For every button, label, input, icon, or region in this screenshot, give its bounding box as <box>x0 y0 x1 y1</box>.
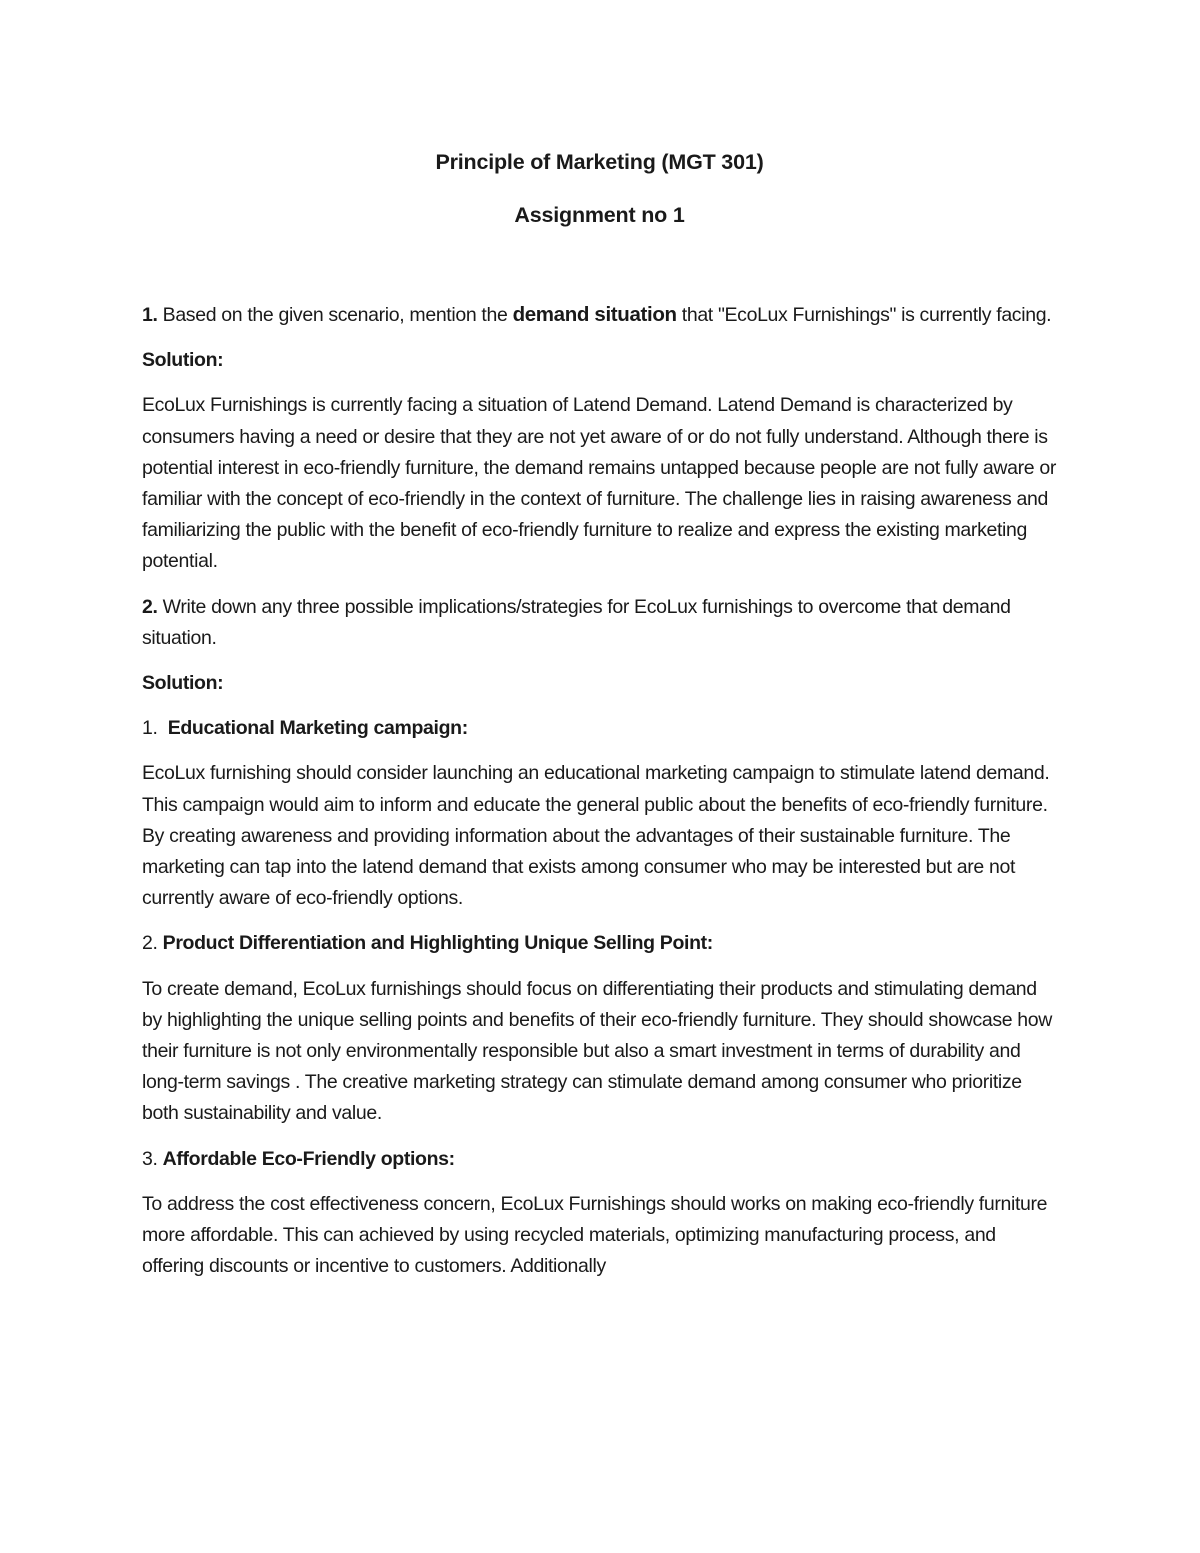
question-1-text-after: that "EcoLux Furnishings" is currently facing. <box>681 304 1052 326</box>
strategy-1-title: Educational Marketing campaign: <box>167 717 468 740</box>
document-content <box>142 140 1057 1296</box>
document-subtitle: Assignment no 1 <box>514 203 685 227</box>
question-1-text-before: Based on the given scenario, mention the <box>162 304 508 326</box>
strategy-1-number: 1. <box>142 717 158 740</box>
strategy-3-title: Affordable Eco-Friendly options: <box>162 1147 455 1170</box>
solution-2-label: Solution: <box>142 672 224 695</box>
document-title: Principle of Marketing (MGT 301) <box>435 150 764 174</box>
strategy-3-body: To address the cost effectiveness concern, EcoLux Furnishings should works on making eco-friendly furniture more affordable. This can achieved by using recycled materials, optimizing manufacturing process, and offering discounts or incentive to customers. Additionally <box>142 1192 1048 1278</box>
strategy-1-body: EcoLux furnishing should consider launching an educational marketing campaign to stimulate latend demand. This campaign would aim to inform and educate the general public about the benefits of eco-friendly furniture. By creating awareness and providing information about the advantages of their sustainable furniture. The marketing can tap into the latend demand that exists among consumer who may be interested but are not currently aware of eco-friendly options. <box>142 762 1050 910</box>
strategy-1-heading <box>142 713 1057 744</box>
question-1-number: 1. <box>142 304 158 326</box>
solution-1-body: EcoLux Furnishings is currently facing a situation of Latend Demand. Latend Demand is characterized by consumers having a need or desire that they are not yet aware of or do not fully understand. Although there is potential interest in eco-friendly furniture, the demand remains untapped because people are not fully aware or familiar with the concept of eco-friendly in the context of furniture. The challenge lies in raising awareness and familiarizing the public with the benefit of eco-friendly furniture to realize and express the existing marketing potential. <box>142 394 1056 573</box>
question-1-emphasis: demand situation <box>512 303 677 326</box>
question-2 <box>142 592 1057 654</box>
strategy-2-body: To create demand, EcoLux furnishings should focus on differentiating their products and stimulating demand by highlighting the unique selling points and benefits of their eco-friendly furniture. They should showcase how their furniture is not only environmentally responsible but also a smart investment in terms of durability and long-term savings . The creative marketing strategy can stimulate demand among consumer who prioritize both sustainability and value. <box>142 977 1053 1125</box>
strategy-2-heading <box>142 928 1057 959</box>
question-1 <box>142 299 1057 331</box>
strategy-2-number: 2. <box>142 932 158 955</box>
question-2-number: 2. <box>142 595 158 618</box>
strategy-3-heading <box>142 1144 1057 1175</box>
strategy-3-number: 3. <box>142 1147 158 1170</box>
solution-1-label: Solution: <box>142 349 224 372</box>
question-2-text: Write down any three possible implications/strategies for EcoLux furnishings to overcome that demand situation. <box>142 595 1011 649</box>
strategy-2-title: Product Differentiation and Highlighting Unique Selling Point: <box>162 932 713 955</box>
